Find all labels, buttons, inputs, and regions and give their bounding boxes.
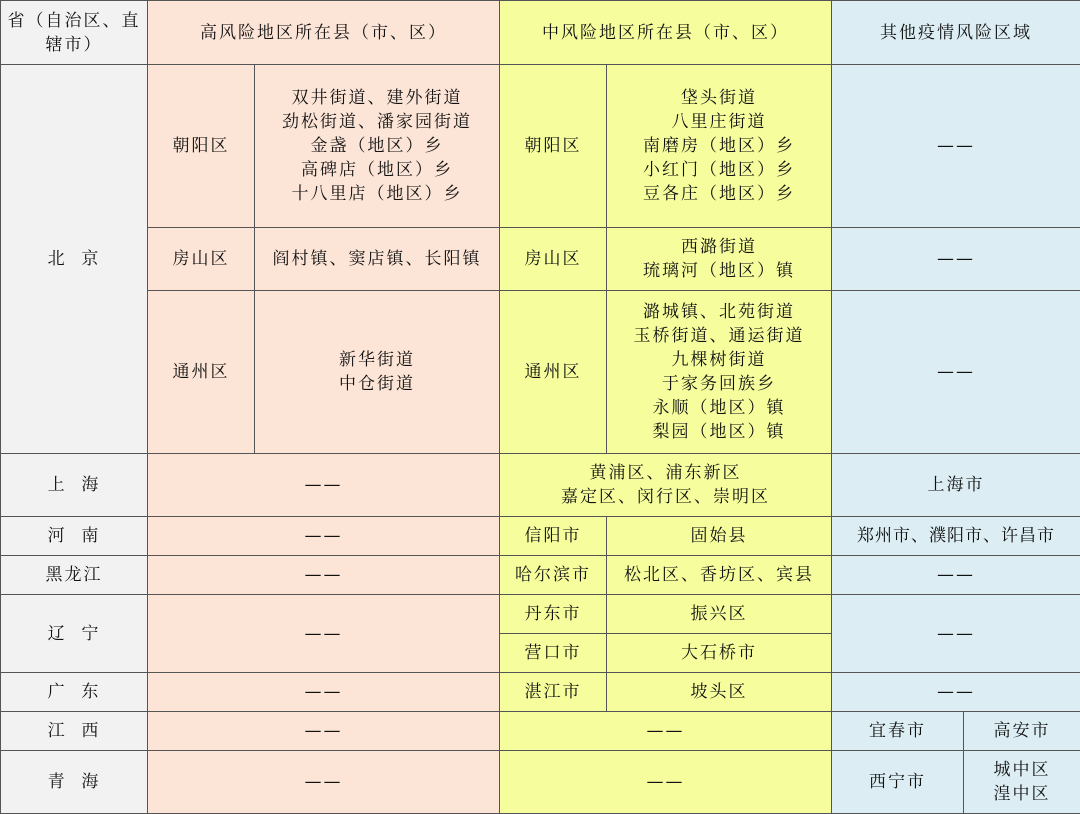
header-mid-risk: 中风险地区所在县（市、区） — [500, 1, 832, 65]
mid-county: 大石桥市 — [607, 634, 832, 673]
high-area: —— — [148, 751, 500, 814]
place-line: 垡头街道 — [609, 86, 829, 110]
high-places — [255, 65, 500, 228]
high-area: —— — [148, 517, 500, 556]
province-henan: 河 南 — [1, 517, 148, 556]
mid-places — [607, 228, 832, 291]
high-area: —— — [148, 673, 500, 712]
place-line: 城中区 — [966, 758, 1078, 782]
place-line: 湟中区 — [966, 782, 1078, 806]
high-places — [255, 291, 500, 454]
shanghai-row — [1, 454, 1080, 517]
place-line: 嘉定区、闵行区、崇明区 — [502, 485, 829, 509]
mid-city: 湛江市 — [500, 673, 607, 712]
header-row — [1, 1, 1080, 65]
other-area: 上海市 — [832, 454, 1080, 517]
header-province: 省（自治区、直辖市） — [1, 1, 148, 65]
place-line: 梨园（地区）镇 — [609, 420, 829, 444]
other-area: —— — [832, 65, 1080, 228]
place-line: 豆各庄（地区）乡 — [609, 182, 829, 206]
high-area: —— — [148, 454, 500, 517]
province-guangdong: 广 东 — [1, 673, 148, 712]
mid-county: 松北区、香坊区、宾县 — [607, 556, 832, 595]
heilongjiang-row — [1, 556, 1080, 595]
place-line: 黄浦区、浦东新区 — [502, 461, 829, 485]
other-city: 宜春市 — [832, 712, 964, 751]
other-area: —— — [832, 291, 1080, 454]
province-heilongjiang: 黑龙江 — [1, 556, 148, 595]
mid-district: 通州区 — [500, 291, 607, 454]
place-line: 高碑店（地区）乡 — [257, 158, 497, 182]
place-line: 十八里店（地区）乡 — [257, 182, 497, 206]
other-areas — [964, 751, 1080, 814]
mid-places — [607, 65, 832, 228]
place-line: 九棵树街道 — [609, 348, 829, 372]
qinghai-row — [1, 751, 1080, 814]
mid-places — [607, 291, 832, 454]
province-jiangxi: 江 西 — [1, 712, 148, 751]
place-line: 琉璃河（地区）镇 — [609, 259, 829, 283]
other-city: 西宁市 — [832, 751, 964, 814]
high-district: 房山区 — [148, 228, 255, 291]
place-line: 金盏（地区）乡 — [257, 134, 497, 158]
high-area: —— — [148, 556, 500, 595]
beijing-chaoyang-row — [1, 65, 1080, 228]
liaoning-dandong-row — [1, 595, 1080, 634]
mid-city: 信阳市 — [500, 517, 607, 556]
high-area: —— — [148, 595, 500, 673]
other-area: 高安市 — [964, 712, 1080, 751]
province-qinghai: 青 海 — [1, 751, 148, 814]
place-line: 玉桥街道、通运街道 — [609, 324, 829, 348]
place-line: 阎村镇、窦店镇、长阳镇 — [257, 247, 497, 271]
high-district: 朝阳区 — [148, 65, 255, 228]
place-line: 于家务回族乡 — [609, 372, 829, 396]
beijing-tongzhou-row — [1, 291, 1080, 454]
high-places — [255, 228, 500, 291]
other-area: 郑州市、濮阳市、许昌市 — [832, 517, 1080, 556]
province-beijing: 北 京 — [1, 65, 148, 454]
guangdong-row — [1, 673, 1080, 712]
place-line: 南磨房（地区）乡 — [609, 134, 829, 158]
province-shanghai: 上 海 — [1, 454, 148, 517]
place-line: 八里庄街道 — [609, 110, 829, 134]
place-line: 小红门（地区）乡 — [609, 158, 829, 182]
place-line: 潞城镇、北苑街道 — [609, 300, 829, 324]
place-line: 新华街道 — [257, 348, 497, 372]
place-line: 永顺（地区）镇 — [609, 396, 829, 420]
high-district: 通州区 — [148, 291, 255, 454]
mid-city: 哈尔滨市 — [500, 556, 607, 595]
mid-district: 朝阳区 — [500, 65, 607, 228]
henan-row — [1, 517, 1080, 556]
other-area: —— — [832, 673, 1080, 712]
high-area: —— — [148, 712, 500, 751]
header-other-risk: 其他疫情风险区域 — [832, 1, 1080, 65]
other-area: —— — [832, 595, 1080, 673]
mid-county: 固始县 — [607, 517, 832, 556]
jiangxi-row — [1, 712, 1080, 751]
place-line: 劲松街道、潘家园街道 — [257, 110, 497, 134]
mid-area: —— — [500, 712, 832, 751]
mid-area: —— — [500, 751, 832, 814]
mid-city: 丹东市 — [500, 595, 607, 634]
header-high-risk: 高风险地区所在县（市、区） — [148, 1, 500, 65]
mid-county: 坡头区 — [607, 673, 832, 712]
place-line: 双井街道、建外街道 — [257, 86, 497, 110]
place-line: 中仓街道 — [257, 372, 497, 396]
mid-district: 房山区 — [500, 228, 607, 291]
mid-city: 营口市 — [500, 634, 607, 673]
place-line: 西潞街道 — [609, 235, 829, 259]
mid-area — [500, 454, 832, 517]
mid-county: 振兴区 — [607, 595, 832, 634]
other-area: —— — [832, 228, 1080, 291]
province-liaoning: 辽 宁 — [1, 595, 148, 673]
other-area: —— — [832, 556, 1080, 595]
beijing-fangshan-row — [1, 228, 1080, 291]
